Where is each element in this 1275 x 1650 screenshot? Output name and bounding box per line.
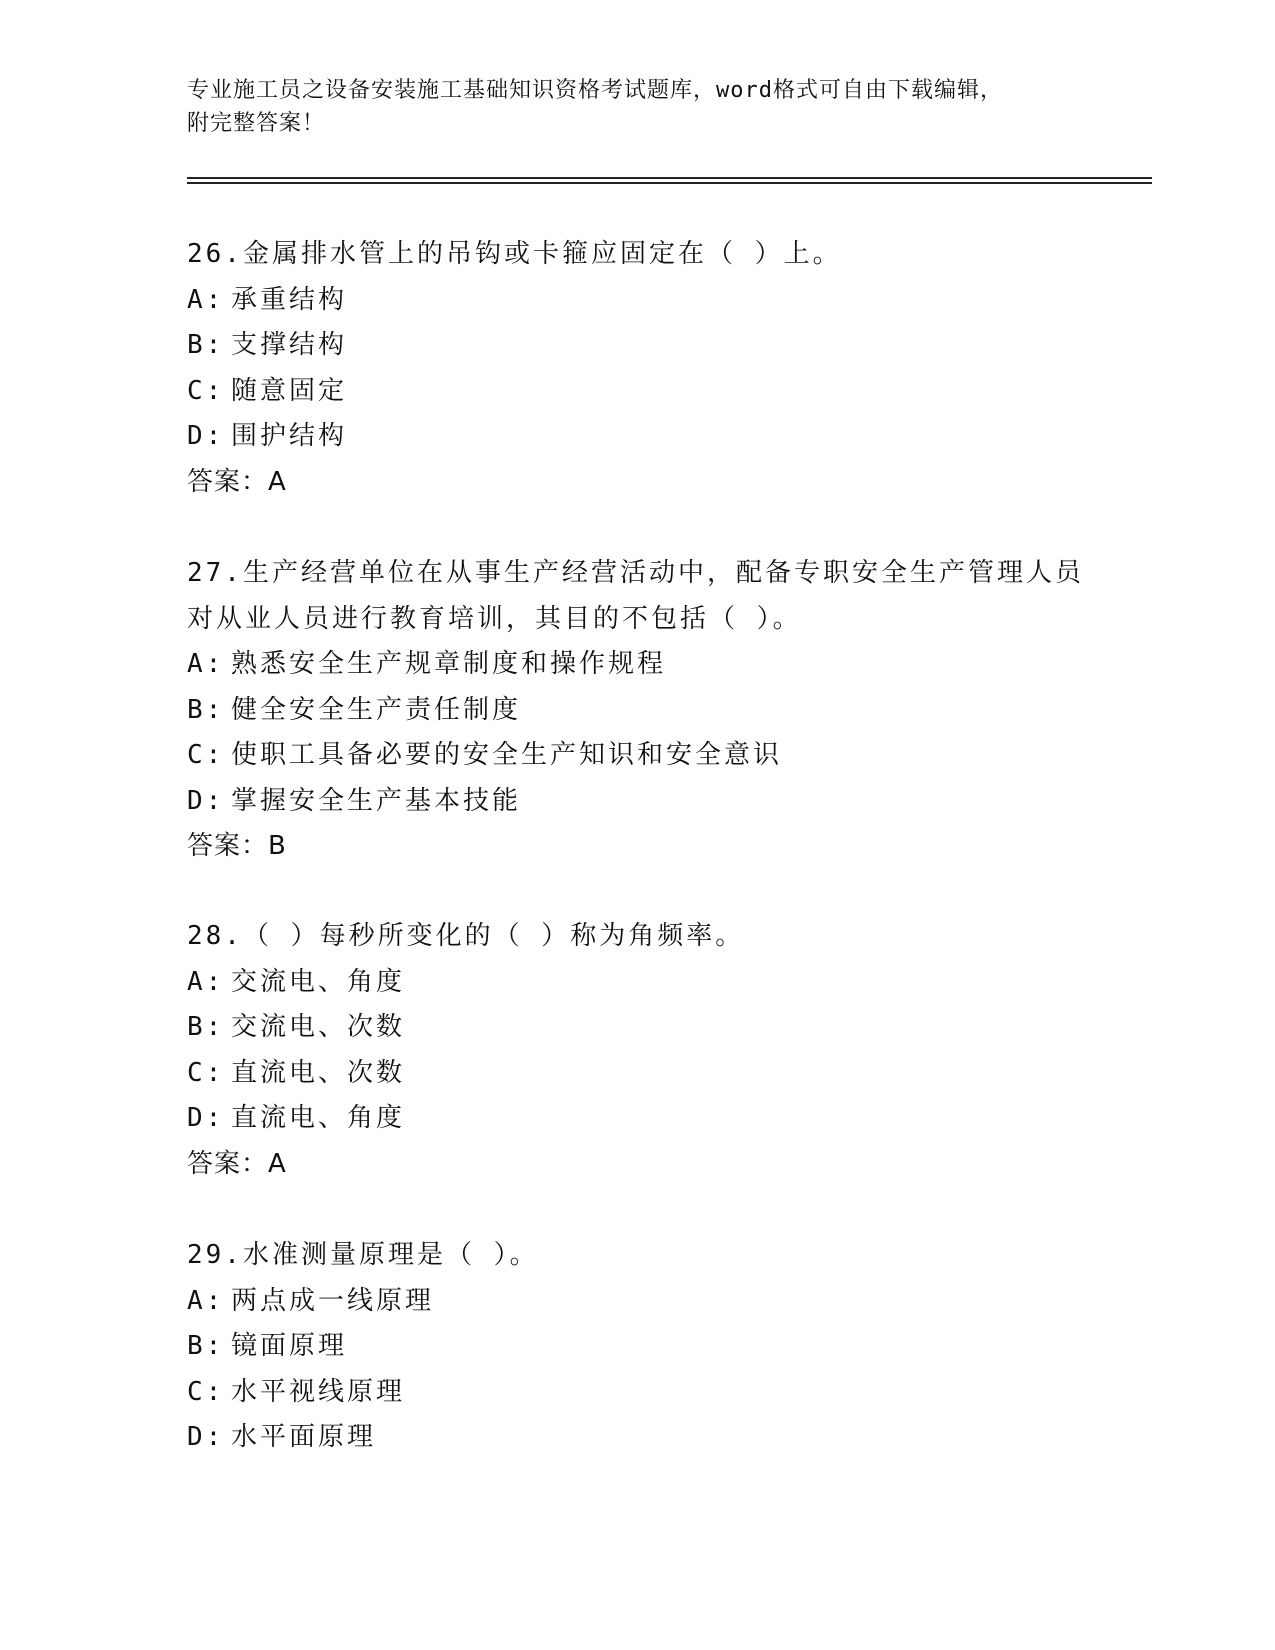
option-letter: A: [187, 284, 225, 315]
option-d [187, 779, 1087, 825]
option-text: 水平视线原理 [231, 1376, 406, 1407]
answer-line: 答案：B [187, 831, 287, 861]
option-letter: D: [187, 1103, 225, 1133]
option-b [187, 688, 1087, 734]
option-c [187, 1370, 1087, 1416]
option-letter: C: [187, 740, 225, 770]
option-letter: A: [187, 966, 225, 997]
option-text: 健全安全生产责任制度 [231, 694, 522, 725]
option-text: 两点成一线原理 [231, 1285, 435, 1316]
header-divider-top [187, 177, 1152, 179]
option-text: 直流电、次数 [231, 1057, 406, 1088]
option-b [187, 323, 1087, 369]
stem-line: 29.水准测量原理是（ ）。 [187, 1240, 539, 1270]
option-letter: B: [187, 694, 225, 725]
stem-line: 27.生产经营单位在从事生产经营活动中，配备专职安全生产管理人员 [187, 558, 1084, 588]
option-text: 支撑结构 [231, 330, 348, 360]
header-line-2: 附完整答案！ [187, 111, 326, 136]
option-text: 随意固定 [231, 375, 348, 406]
option-letter: A: [187, 1285, 225, 1316]
question-stem [187, 551, 1087, 642]
option-a [187, 1279, 1087, 1325]
option-letter: C: [187, 1057, 225, 1088]
option-c [187, 733, 1087, 779]
header-line-1: 专业施工员之设备安装施工基础知识资格考试题库，word格式可自由下载编辑， [187, 78, 1003, 103]
option-text: 承重结构 [231, 284, 348, 315]
option-b [187, 1324, 1087, 1370]
option-letter: D: [187, 785, 225, 816]
option-c [187, 369, 1087, 415]
option-text: 围护结构 [231, 421, 348, 451]
option-a [187, 642, 1087, 688]
question-28 [187, 914, 1087, 1187]
answer-line: 答案：A [187, 466, 287, 497]
question-27 [187, 551, 1087, 870]
option-letter: B: [187, 1012, 225, 1042]
option-letter: B: [187, 1331, 225, 1361]
stem-line: 28.（ ）每秒所变化的（ ）称为角频率。 [187, 921, 745, 951]
option-letter: C: [187, 1376, 225, 1407]
question-stem [187, 232, 1087, 278]
option-text: 交流电、角度 [231, 966, 406, 997]
option-letter: B: [187, 330, 225, 360]
option-text: 熟悉安全生产规章制度和操作规程 [231, 649, 667, 679]
question-29 [187, 1233, 1087, 1461]
option-letter: D: [187, 1422, 225, 1452]
option-a [187, 278, 1087, 324]
option-letter: D: [187, 421, 225, 451]
option-d [187, 1415, 1087, 1461]
option-text: 使职工具备必要的安全生产知识和安全意识 [231, 740, 783, 770]
option-letter: A: [187, 649, 225, 679]
option-c [187, 1051, 1087, 1097]
option-text: 直流电、角度 [231, 1103, 406, 1133]
option-text: 镜面原理 [231, 1331, 348, 1361]
option-d [187, 1096, 1087, 1142]
stem-line: 26.金属排水管上的吊钩或卡箍应固定在（ ）上。 [187, 239, 842, 269]
header-divider-bottom [187, 182, 1152, 184]
question-stem [187, 914, 1087, 960]
option-text: 水平面原理 [231, 1422, 377, 1452]
option-text: 交流电、次数 [231, 1012, 406, 1042]
document-header [187, 74, 1087, 140]
option-d [187, 414, 1087, 460]
option-text: 掌握安全生产基本技能 [231, 785, 522, 816]
option-b [187, 1005, 1087, 1051]
option-a [187, 960, 1087, 1006]
answer-line: 答案：A [187, 1148, 287, 1179]
option-letter: C: [187, 375, 225, 406]
question-26 [187, 232, 1087, 505]
stem-line: 对从业人员进行教育培训，其目的不包括（ ）。 [187, 603, 802, 634]
question-stem [187, 1233, 1087, 1279]
